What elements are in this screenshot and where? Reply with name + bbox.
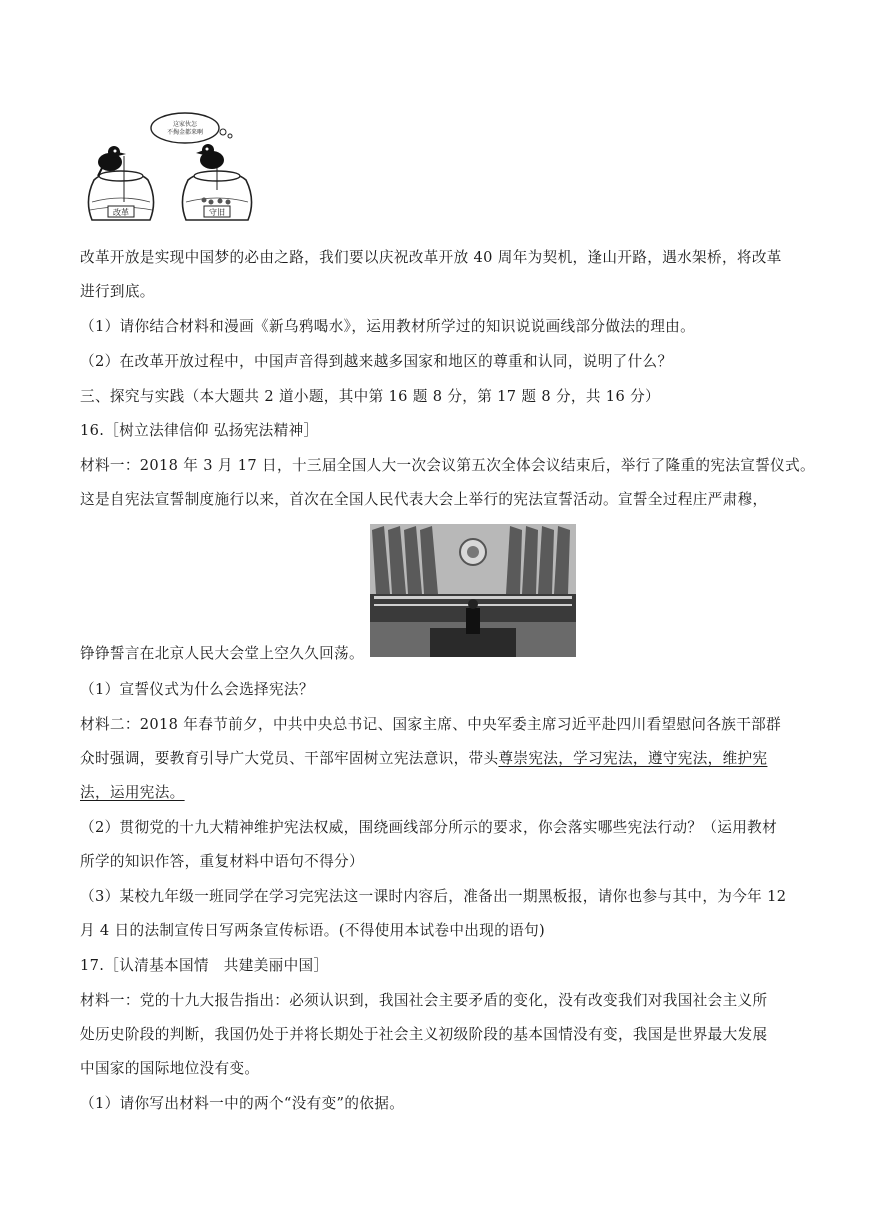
- underlined-text: 法，运用宪法。: [80, 784, 185, 801]
- material-line: [80, 783, 792, 803]
- bubble-text: 这家伙怎: [172, 121, 198, 128]
- question-line: （2）在改革开放过程中，中国声音得到越来越多国家和地区的尊重和认同，说明了什么？: [80, 353, 673, 370]
- section-heading: 三、探究与实践（本大题共 2 道小题，其中第 16 题 8 分，第 17 题 8 分，共 16 分）: [80, 388, 660, 405]
- jar-left-label: 改革: [113, 208, 129, 217]
- material-line: 这是自宪法宣誓制度施行以来，首次在全国人民代表大会上举行的宪法宣誓活动。宣誓全过程庄严肃穆，: [80, 491, 768, 508]
- underlined-text: 尊崇宪法，学习宪法，遵守宪法，维护宪: [498, 750, 768, 767]
- material-line: [80, 749, 792, 769]
- text-line: 进行到底。: [80, 283, 155, 300]
- question-line: 月 4 日的法制宣传日写两条宣传标语。(不得使用本试卷中出现的语句): [80, 922, 546, 939]
- text-line: 改革开放是实现中国梦的必由之路，我们要以庆祝改革开放 40 周年为契机，逢山开路，遇水架桥，将改革: [80, 249, 782, 266]
- material-line: 铮铮誓言在北京人民大会堂上空久久回荡。: [80, 645, 364, 662]
- svg-text:不掏金都来啊: 不掏金都来啊: [166, 129, 204, 136]
- question-title: 17.［认清基本国情 共建美丽中国］: [80, 957, 329, 974]
- question-line: 所学的知识作答，重复材料中语句不得分）: [80, 853, 364, 870]
- material-text: 众时强调，要教育引导广大党员、干部牢固树立宪法意识，带头: [80, 750, 499, 767]
- jar-right-label: 守旧: [209, 208, 225, 217]
- question-line: （1）请你写出材料一中的两个“没有变”的依据。: [80, 1095, 405, 1112]
- material-line: 材料二：2018 年春节前夕，中共中央总书记、国家主席、中央军委主席习近平赴四川看望慰问各族干部群: [80, 716, 782, 733]
- question-line: （2）贯彻党的十九大精神维护宪法权威，围绕画线部分所示的要求，你会落实哪些宪法行动？（运用教材: [80, 819, 778, 836]
- question-line: （3）某校九年级一班同学在学习完宪法这一课时内容后，准备出一期黑板报，请你也参与其中，为今年 12: [80, 888, 787, 905]
- material-line: 处历史阶段的判断，我国仍处于并将长期处于社会主义初级阶段的基本国情没有变，我国是世界最大发展: [80, 1026, 768, 1043]
- question-title: 16.［树立法律信仰 弘扬宪法精神］: [80, 422, 319, 439]
- crow-drinking-cartoon: [80, 110, 264, 232]
- question-line: （1）宣誓仪式为什么会选择宪法？: [80, 681, 314, 698]
- material-line: 中国家的国际地位没有变。: [80, 1060, 260, 1077]
- question-line: （1）请你结合材料和漫画《新乌鸦喝水》，运用教材所学过的知识说说画线部分做法的理由。: [80, 318, 696, 335]
- oath-ceremony-photo: [370, 524, 576, 657]
- material-line: 材料一：党的十九大报告指出：必须认识到，我国社会主要矛盾的变化，没有改变我们对我国社会主义所: [80, 992, 768, 1009]
- material-line: 材料一：2018 年 3 月 17 日，十三届全国人大一次会议第五次全体会议结束后，举行了隆重的宪法宣誓仪式。: [80, 457, 815, 474]
